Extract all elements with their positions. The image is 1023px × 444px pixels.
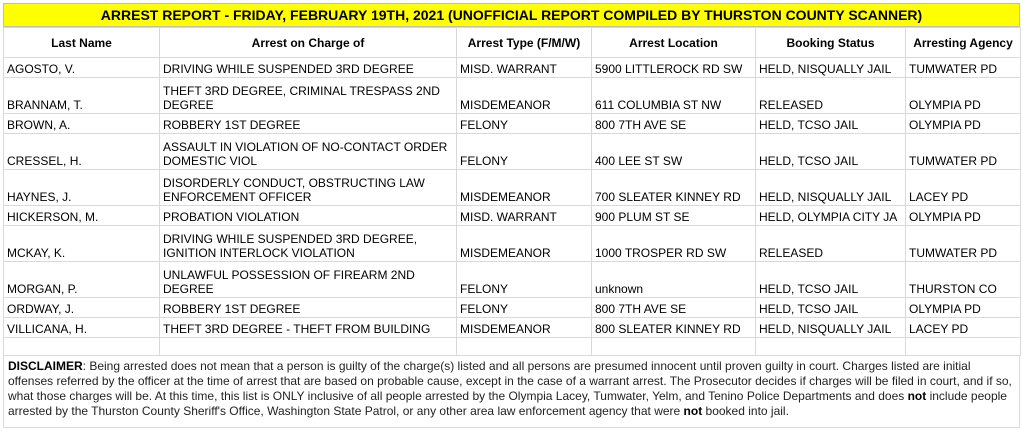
cell-charge: THEFT 3RD DEGREE, CRIMINAL TRESPASS 2ND DEGREE bbox=[160, 78, 457, 114]
cell-name: BROWN, A. bbox=[4, 114, 160, 134]
cell-agency: TUMWATER PD bbox=[906, 58, 1021, 78]
empty-cell bbox=[906, 338, 1021, 356]
disclaimer-text-1: : Being arrested does not mean that a person is guilty of the charge(s) listed and all persons are presumed innocent until proven guilty in court. Charges listed are initial offenses referred by the officer at the time of arrest that are based on probable cause, except in the case of a warrant arrest. The Prosecutor decides if charges will be filed in court, and if so, what those charges will be. At this time, this list is ONLY inclusive of all people arrested by the Olympia Lacey, Tumwater, Yelm, and Tenino Police Departments and does bbox=[8, 359, 1012, 403]
cell-location: 700 SLEATER KINNEY RD bbox=[592, 170, 756, 206]
table-row bbox=[4, 134, 1021, 170]
empty-cell bbox=[756, 338, 906, 356]
cell-location: 1000 TROSPER RD SW bbox=[592, 226, 756, 262]
cell-type: FELONY bbox=[457, 262, 592, 298]
cell-location: 800 SLEATER KINNEY RD bbox=[592, 318, 756, 338]
cell-status: RELEASED bbox=[756, 226, 906, 262]
disclaimer-emphasis-not: not bbox=[907, 389, 927, 403]
disclaimer-label: DISCLAIMER bbox=[8, 359, 83, 373]
cell-type: FELONY bbox=[457, 134, 592, 170]
column-header-charge: Arrest on Charge of bbox=[160, 28, 457, 58]
cell-name: HICKERSON, M. bbox=[4, 206, 160, 226]
cell-location: 800 7TH AVE SE bbox=[592, 298, 756, 318]
cell-name: BRANNAM, T. bbox=[4, 78, 160, 114]
cell-status: HELD, TCSO JAIL bbox=[756, 114, 906, 134]
cell-agency: OLYMPIA PD bbox=[906, 78, 1021, 114]
header-row bbox=[4, 28, 1021, 58]
table-row bbox=[4, 170, 1021, 206]
cell-type: MISD. WARRANT bbox=[457, 58, 592, 78]
arrest-report bbox=[3, 3, 1020, 428]
table-row bbox=[4, 206, 1021, 226]
cell-type: MISDEMEANOR bbox=[457, 318, 592, 338]
cell-name: ORDWAY, J. bbox=[4, 298, 160, 318]
column-header-booking-status: Booking Status bbox=[756, 28, 906, 58]
arrest-table bbox=[3, 27, 1021, 356]
column-header-location: Arrest Location bbox=[592, 28, 756, 58]
cell-location: unknown bbox=[592, 262, 756, 298]
cell-name: HAYNES, J. bbox=[4, 170, 160, 206]
cell-charge: ROBBERY 1ST DEGREE bbox=[160, 298, 457, 318]
column-header-arrest-type: Arrest Type (F/M/W) bbox=[457, 28, 592, 58]
cell-status: HELD, NISQUALLY JAIL bbox=[756, 318, 906, 338]
empty-cell bbox=[592, 338, 756, 356]
cell-agency: OLYMPIA PD bbox=[906, 206, 1021, 226]
empty-cell bbox=[160, 338, 457, 356]
cell-agency: LACEY PD bbox=[906, 318, 1021, 338]
cell-agency: OLYMPIA PD bbox=[906, 114, 1021, 134]
cell-status: HELD, TCSO JAIL bbox=[756, 298, 906, 318]
disclaimer-text-3: booked into jail. bbox=[702, 404, 789, 418]
cell-agency: TUMWATER PD bbox=[906, 226, 1021, 262]
empty-cell bbox=[457, 338, 592, 356]
cell-charge: PROBATION VIOLATION bbox=[160, 206, 457, 226]
cell-type: FELONY bbox=[457, 114, 592, 134]
cell-type: MISDEMEANOR bbox=[457, 226, 592, 262]
cell-charge: ROBBERY 1ST DEGREE bbox=[160, 114, 457, 134]
table-row bbox=[4, 58, 1021, 78]
cell-agency: OLYMPIA PD bbox=[906, 298, 1021, 318]
cell-location: 611 COLUMBIA ST NW bbox=[592, 78, 756, 114]
cell-status: HELD, OLYMPIA CITY JA bbox=[756, 206, 906, 226]
cell-charge: THEFT 3RD DEGREE - THEFT FROM BUILDING bbox=[160, 318, 457, 338]
cell-charge: DISORDERLY CONDUCT, OBSTRUCTING LAW ENFORCEMENT OFFICER bbox=[160, 170, 457, 206]
cell-name: MCKAY, K. bbox=[4, 226, 160, 262]
cell-status: HELD, TCSO JAIL bbox=[756, 134, 906, 170]
table-row bbox=[4, 318, 1021, 338]
cell-type: MISD. WARRANT bbox=[457, 206, 592, 226]
cell-name: VILLICANA, H. bbox=[4, 318, 160, 338]
cell-name: AGOSTO, V. bbox=[4, 58, 160, 78]
empty-cell bbox=[4, 338, 160, 356]
table-row bbox=[4, 298, 1021, 318]
cell-name: MORGAN, P. bbox=[4, 262, 160, 298]
disclaimer bbox=[3, 356, 1020, 428]
column-header-agency: Arresting Agency bbox=[906, 28, 1021, 58]
cell-location: 5900 LITTLEROCK RD SW bbox=[592, 58, 756, 78]
cell-status: HELD, TCSO JAIL bbox=[756, 262, 906, 298]
cell-status: RELEASED bbox=[756, 78, 906, 114]
cell-charge: DRIVING WHILE SUSPENDED 3RD DEGREE, IGNITION INTERLOCK VIOLATION bbox=[160, 226, 457, 262]
cell-charge: ASSAULT IN VIOLATION OF NO-CONTACT ORDER DOMESTIC VIOL bbox=[160, 134, 457, 170]
table-row bbox=[4, 114, 1021, 134]
cell-location: 400 LEE ST SW bbox=[592, 134, 756, 170]
column-header-last-name: Last Name bbox=[4, 28, 160, 58]
cell-charge: DRIVING WHILE SUSPENDED 3RD DEGREE bbox=[160, 58, 457, 78]
cell-name: CRESSEL, H. bbox=[4, 134, 160, 170]
cell-type: MISDEMEANOR bbox=[457, 78, 592, 114]
cell-type: MISDEMEANOR bbox=[457, 170, 592, 206]
cell-type: FELONY bbox=[457, 298, 592, 318]
table-row bbox=[4, 226, 1021, 262]
cell-status: HELD, NISQUALLY JAIL bbox=[756, 170, 906, 206]
disclaimer-text-2: include people arrested by the Thurston County Sheriff's Office, Washington State Patrol, or any other area law enforcement agency that were bbox=[8, 389, 1007, 418]
cell-charge: UNLAWFUL POSSESSION OF FIREARM 2ND DEGREE bbox=[160, 262, 457, 298]
cell-location: 900 PLUM ST SE bbox=[592, 206, 756, 226]
cell-location: 800 7TH AVE SE bbox=[592, 114, 756, 134]
table-row bbox=[4, 262, 1021, 298]
cell-status: HELD, NISQUALLY JAIL bbox=[756, 58, 906, 78]
empty-row bbox=[4, 338, 1021, 356]
disclaimer-emphasis-not-2: not bbox=[683, 404, 703, 418]
cell-agency: TUMWATER PD bbox=[906, 134, 1021, 170]
cell-agency: THURSTON CO bbox=[906, 262, 1021, 298]
cell-agency: LACEY PD bbox=[906, 170, 1021, 206]
table-row bbox=[4, 78, 1021, 114]
report-title: ARREST REPORT - FRIDAY, FEBRUARY 19TH, 2021 (UNOFFICIAL REPORT COMPILED BY THURSTON COUNTY SCANNER) bbox=[3, 3, 1020, 27]
